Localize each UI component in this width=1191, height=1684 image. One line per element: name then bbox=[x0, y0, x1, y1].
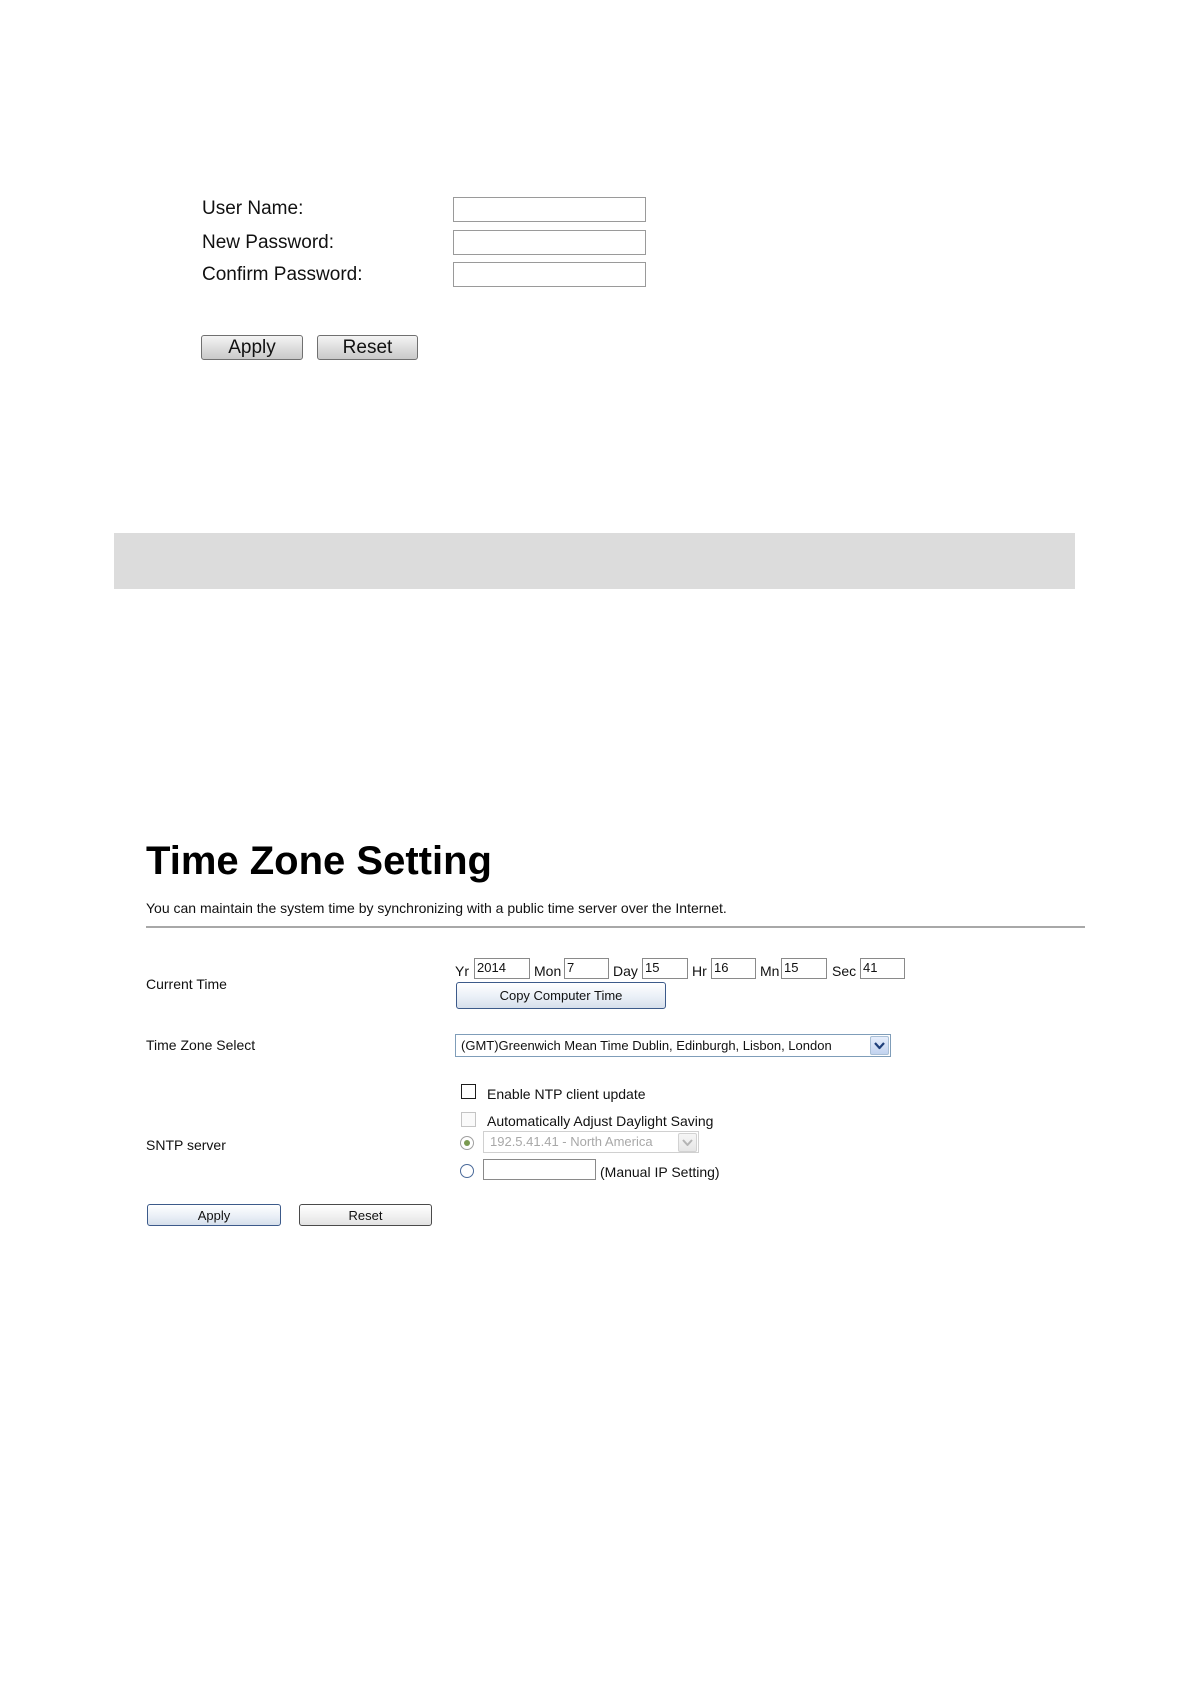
day-label: Day bbox=[613, 963, 638, 979]
section-divider-bar bbox=[114, 533, 1075, 589]
month-input[interactable]: 7 bbox=[564, 958, 609, 979]
hour-input[interactable]: 16 bbox=[711, 958, 756, 979]
page-description: You can maintain the system time by synchronizing with a public time server over the Internet. bbox=[146, 900, 727, 916]
second-input[interactable]: 41 bbox=[860, 958, 905, 979]
title-divider bbox=[146, 926, 1085, 928]
day-input[interactable]: 15 bbox=[642, 958, 688, 979]
month-label: Mon bbox=[534, 963, 562, 979]
new-password-input[interactable] bbox=[453, 230, 646, 255]
time-zone-select[interactable] bbox=[455, 1034, 891, 1057]
username-input[interactable] bbox=[453, 197, 646, 222]
manual-ip-input[interactable] bbox=[483, 1159, 596, 1180]
radio-selected-icon bbox=[464, 1140, 470, 1146]
daylight-saving-label: Automatically Adjust Daylight Saving bbox=[487, 1113, 714, 1129]
ntp-server-select[interactable] bbox=[483, 1131, 699, 1153]
chevron-down-icon[interactable] bbox=[870, 1036, 889, 1055]
sntp-server-label: SNTP server bbox=[146, 1137, 226, 1153]
time-zone-selected-value: (GMT)Greenwich Mean Time Dublin, Edinburgh, Lisbon, London bbox=[461, 1038, 832, 1053]
page-title: Time Zone Setting bbox=[146, 839, 492, 883]
ntp-server-selected-value: 192.5.41.41 - North America bbox=[490, 1134, 653, 1149]
ntp-server-radio[interactable] bbox=[460, 1136, 474, 1150]
current-time-label: Current Time bbox=[146, 976, 227, 992]
chevron-down-icon[interactable] bbox=[678, 1133, 697, 1152]
username-label: User Name: bbox=[202, 198, 304, 219]
account-reset-button[interactable]: Reset bbox=[317, 335, 418, 360]
manual-ip-label: (Manual IP Setting) bbox=[600, 1164, 720, 1180]
hour-label: Hr bbox=[692, 963, 707, 979]
manual-ip-radio[interactable] bbox=[460, 1164, 474, 1178]
year-label: Yr bbox=[455, 963, 469, 979]
enable-ntp-label: Enable NTP client update bbox=[487, 1086, 646, 1102]
account-apply-button[interactable]: Apply bbox=[201, 335, 303, 360]
timezone-apply-button[interactable]: Apply bbox=[147, 1204, 281, 1226]
timezone-reset-button[interactable]: Reset bbox=[299, 1204, 432, 1226]
minute-label: Mn bbox=[760, 963, 780, 979]
confirm-password-input[interactable] bbox=[453, 262, 646, 287]
confirm-password-label: Confirm Password: bbox=[202, 264, 363, 285]
new-password-label: New Password: bbox=[202, 232, 334, 253]
minute-input[interactable]: 15 bbox=[781, 958, 827, 979]
daylight-saving-checkbox[interactable] bbox=[461, 1112, 476, 1127]
enable-ntp-checkbox[interactable] bbox=[461, 1084, 476, 1099]
time-zone-select-label: Time Zone Select bbox=[146, 1037, 256, 1053]
second-label: Sec bbox=[832, 963, 857, 979]
year-input[interactable]: 2014 bbox=[474, 958, 530, 979]
copy-computer-time-button[interactable]: Copy Computer Time bbox=[456, 982, 666, 1009]
